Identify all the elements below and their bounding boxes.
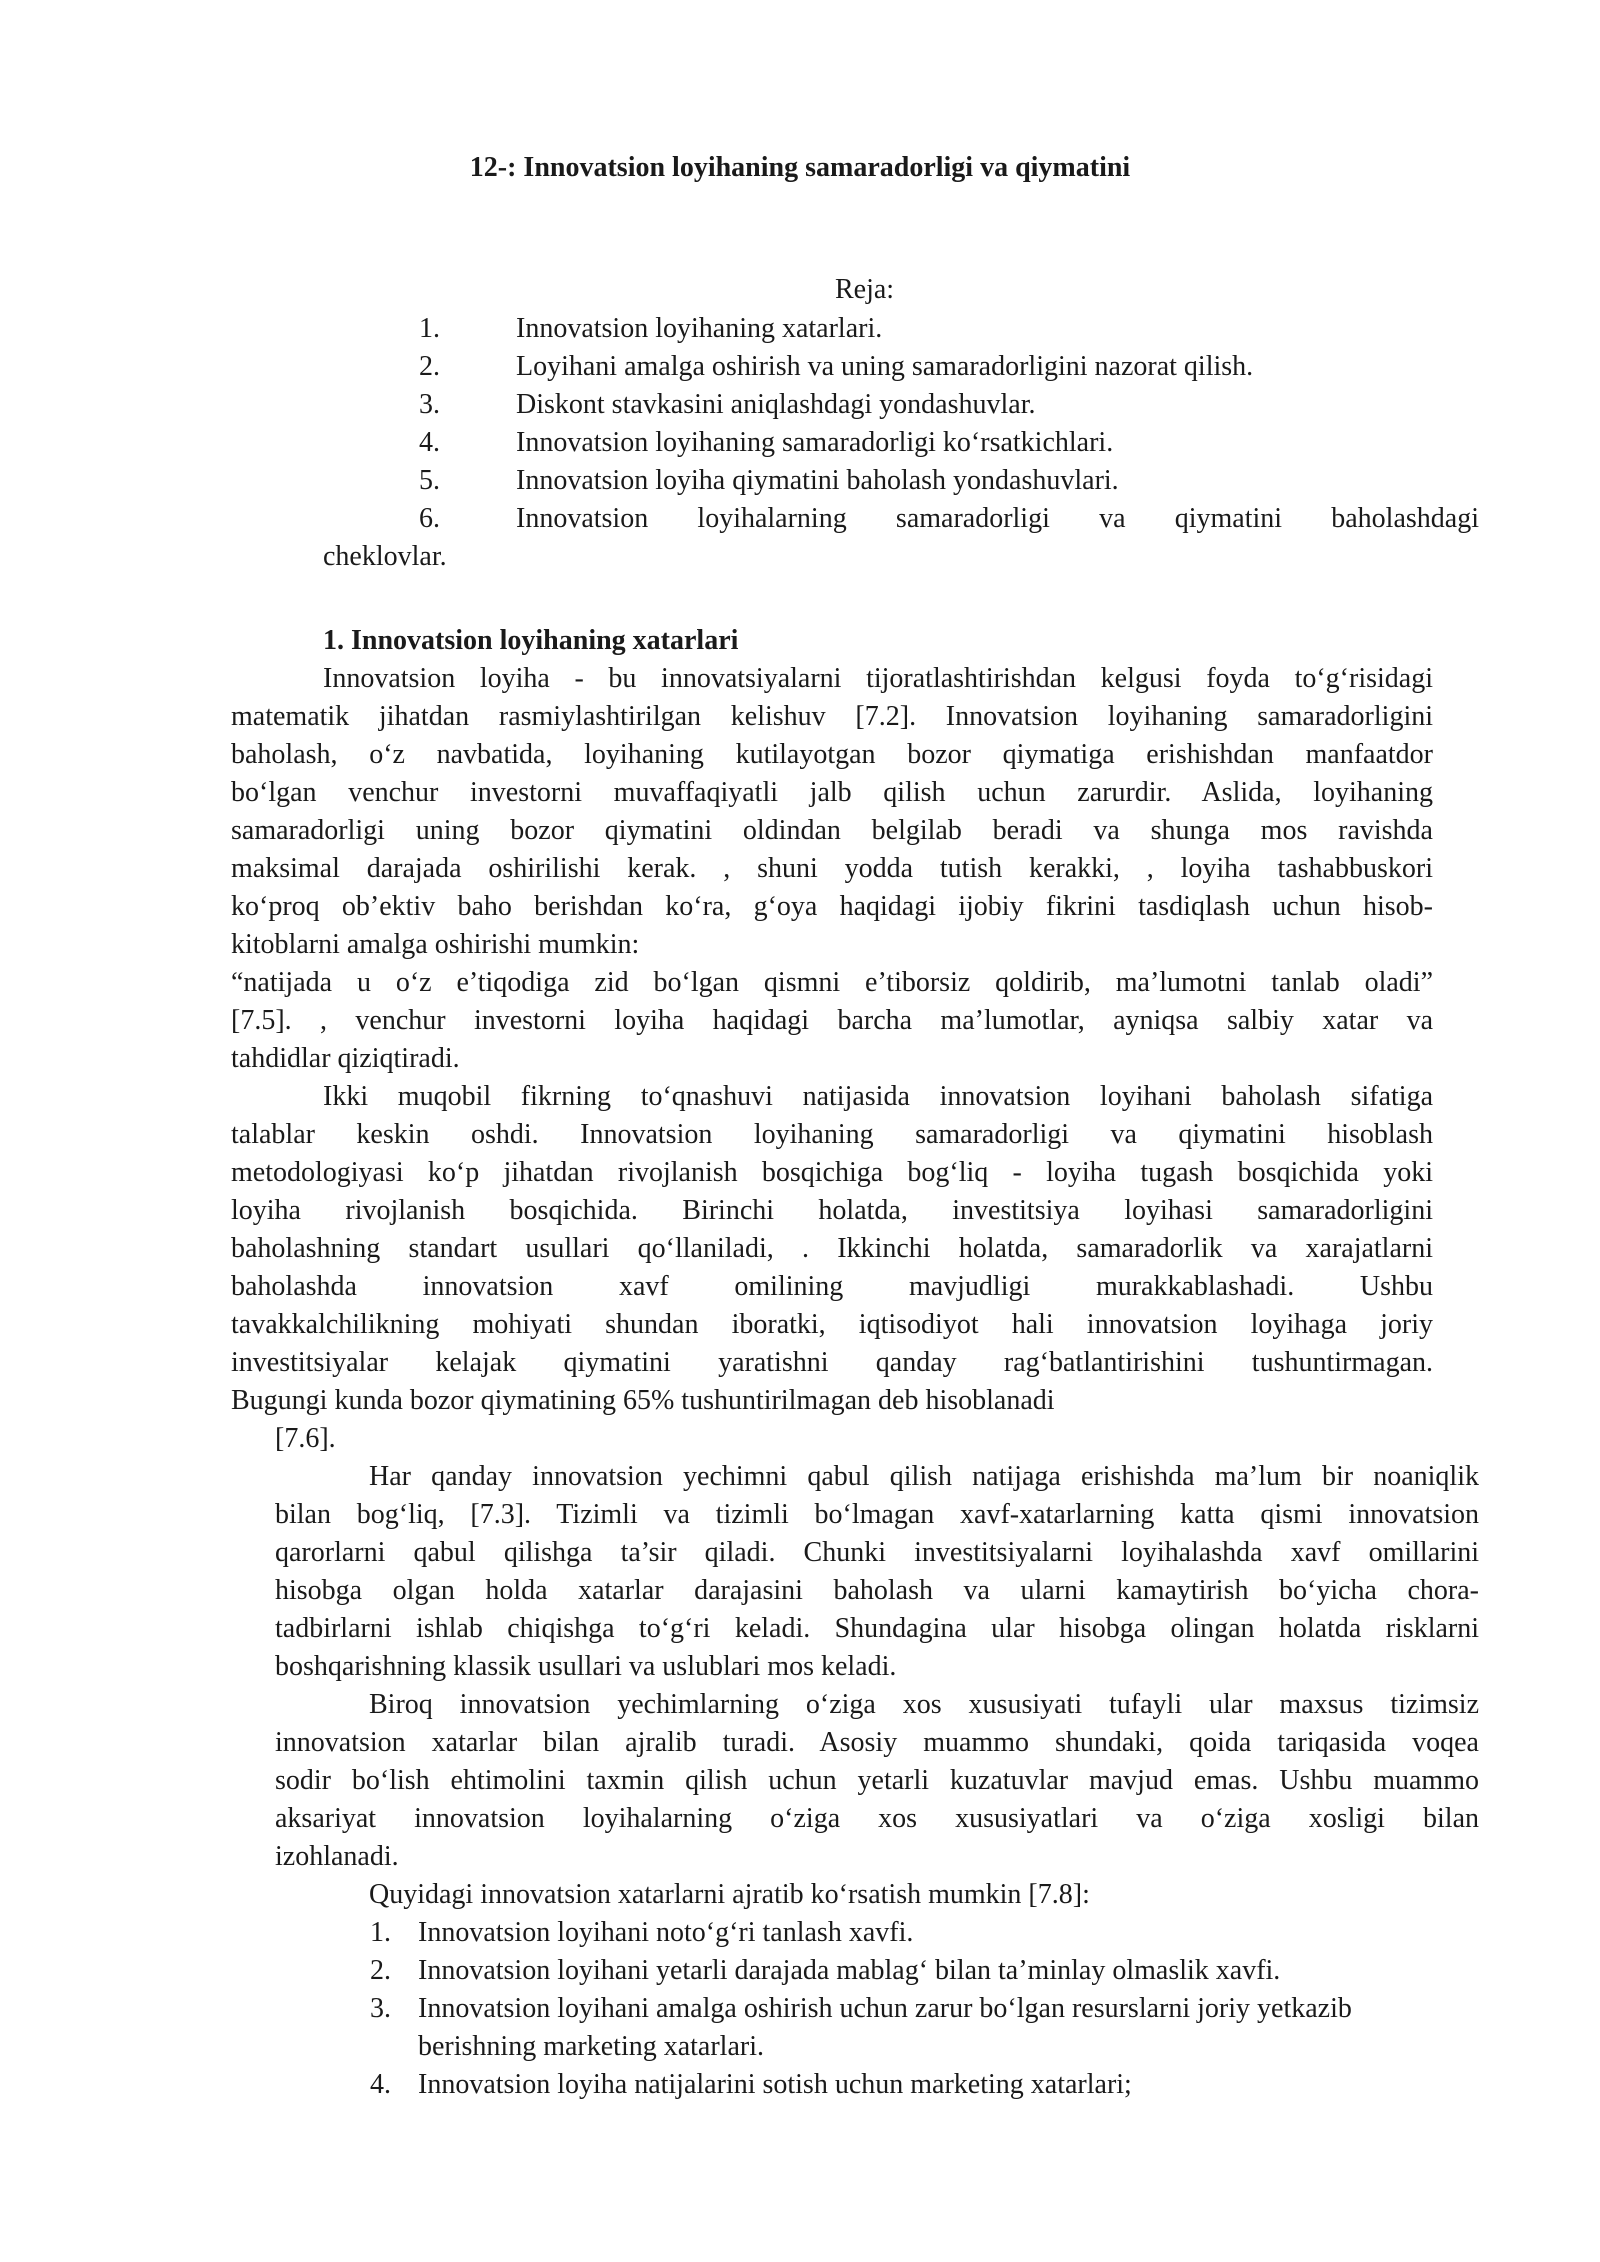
list-item (370, 2066, 1510, 2104)
plan-item-text: Innovatsion loyihaning samaradorligi ko‘rsatkichlari. (516, 427, 1114, 458)
text-line: baholash, o‘z navbatida, loyihaning kutilayotgan bozor qiymatiga erishishdan manfaatdor (231, 739, 1433, 770)
list-item-text-continuation: berishning marketing xatarlari. (418, 2031, 764, 2062)
text-line: tavakkalchilikning mohiyati shundan iboratki, iqtisodiyot hali innovatsion loyihaga joriy (231, 1309, 1433, 1340)
plan-item (323, 310, 1479, 348)
plan-item-number: 1. (419, 313, 440, 344)
paragraph-1 (231, 660, 1433, 1078)
text-line: Quyidagi innovatsion xatarlarni ajratib ko‘rsatish mumkin [7.8]: (369, 1879, 1090, 1910)
text-line: kitoblarni amalga oshirishi mumkin: (231, 929, 640, 960)
plan-item-number: 3. (419, 389, 440, 420)
plan-item-number: 2. (419, 351, 440, 382)
text-line: tahdidlar qiziqtiradi. (231, 1043, 460, 1074)
list-item-number: 1. (370, 1917, 391, 1948)
plan-item-text: Innovatsion loyihalarning samaradorligi va qiymatini baholashdagi (516, 503, 1479, 534)
list-item-number: 2. (370, 1955, 391, 1986)
list-item (370, 1914, 1510, 1952)
text-line: Bugungi kunda bozor qiymatining 65% tushuntirilmagan deb hisoblanadi (231, 1385, 1055, 1416)
text-line: tadbirlarni ishlab chiqishga to‘g‘ri keladi. Shundagina ular hisobga olingan holatda risklarni (275, 1613, 1479, 1644)
plan-item-continuation: cheklovlar. (323, 541, 447, 572)
text-line: hisobga olgan holda xatarlar darajasini baholash va ularni kamaytirish bo‘yicha chora- (275, 1575, 1479, 1606)
section-heading: 1. Innovatsion loyihaning xatarlari (323, 625, 739, 656)
list-item (370, 1952, 1510, 1990)
text-line: bo‘lgan venchur investorni muvaffaqiyatli jalb qilish uchun zarurdir. Aslida, loyihaning (231, 777, 1433, 808)
text-line: metodologiyasi ko‘p jihatdan rivojlanish bosqichiga bog‘liq - loyiha tugash bosqichida yoki (231, 1157, 1433, 1188)
text-line: “natijada u o‘z e’tiqodiga zid bo‘lgan qismni e’tiborsiz qoldirib, ma’lumotni tanlab oladi” (231, 967, 1433, 998)
text-line: ko‘proq ob’ektiv baho berishdan ko‘ra, g‘oya haqidagi ijobiy fikrini tasdiqlash uchun hisob- (231, 891, 1433, 922)
list-item (370, 1990, 1510, 2066)
plan-item-text: Diskont stavkasini aniqlashdagi yondashuvlar. (516, 389, 1036, 420)
text-line: bilan bog‘liq, [7.3]. Tizimli va tizimli bo‘lmagan xavf-xatarlarning katta qismi innovatsion (275, 1499, 1479, 1530)
plan-item-text: Loyihani amalga oshirish va uning samaradorligini nazorat qilish. (516, 351, 1254, 382)
plan-item (323, 348, 1479, 386)
paragraph-2 (231, 1078, 1433, 1458)
page-title: 12-: Innovatsion loyihaning samaradorligi va qiymatini (469, 152, 1131, 183)
text-line: qarorlarni qabul qilishga ta’sir qiladi. Chunki investitsiyalarni loyihalashda xavf omillarini (275, 1537, 1479, 1568)
list-item-number: 3. (370, 1993, 391, 2024)
text-line: Ikki muqobil fikrning to‘qnashuvi natijasida innovatsion loyihani baholash sifatiga (323, 1081, 1433, 1112)
list-item-number: 4. (370, 2069, 391, 2100)
text-line: matematik jihatdan rasmiylashtirilgan kelishuv [7.2]. Innovatsion loyihaning samaradorligini (231, 701, 1433, 732)
paragraph-5 (369, 1876, 1479, 1914)
text-line: baholashda innovatsion xavf omilining mavjudligi murakkablashadi. Ushbu (231, 1271, 1433, 1302)
text-line: talablar keskin oshdi. Innovatsion loyihaning samaradorligi va qiymatini hisoblash (231, 1119, 1433, 1150)
risk-list (370, 1914, 1510, 2104)
reference: [7.6]. (275, 1423, 336, 1454)
plan-item (323, 424, 1479, 462)
text-line: Innovatsion loyiha - bu innovatsiyalarni tijoratlashtirishdan kelgusi foyda to‘g‘risidagi (323, 663, 1433, 694)
plan-list (323, 310, 1479, 576)
text-line: innovatsion xatarlar bilan ajralib turadi. Asosiy muammo shundaki, qoida tariqasida voqea (275, 1727, 1479, 1758)
text-line: boshqarishning klassik usullari va uslublari mos keladi. (275, 1651, 897, 1682)
plan-item-text: Innovatsion loyihaning xatarlari. (516, 313, 883, 344)
plan-item-number: 6. (419, 503, 440, 534)
plan-item-number: 5. (419, 465, 440, 496)
plan-item (323, 386, 1479, 424)
text-line: izohlanadi. (275, 1841, 399, 1872)
plan-item (323, 462, 1479, 500)
text-line: loyiha rivojlanish bosqichida. Birinchi holatda, investitsiya loyihasi samaradorligini (231, 1195, 1433, 1226)
text-line: Biroq innovatsion yechimlarning o‘ziga xos xususiyati tufayli ular maxsus tizimsiz (369, 1689, 1479, 1720)
list-item-text: Innovatsion loyiha natijalarini sotish uchun marketing xatarlari; (418, 2069, 1132, 2100)
plan-item (323, 500, 1479, 538)
text-line: maksimal darajada oshirilishi kerak. , shuni yodda tutish kerakki, , loyiha tashabbuskori (231, 853, 1433, 884)
text-line: sodir bo‘lish ehtimolini taxmin qilish uchun yetarli kuzatuvlar mavjud emas. Ushbu muammo (275, 1765, 1479, 1796)
list-item-text: Innovatsion loyihani yetarli darajada mablag‘ bilan ta’minlay olmaslik xavfi. (418, 1955, 1281, 1986)
paragraph-4 (275, 1686, 1479, 1876)
text-line: aksariyat innovatsion loyihalarning o‘ziga xos xususiyatlari va o‘ziga xosligi bilan (275, 1803, 1479, 1834)
text-line: [7.5]. , venchur investorni loyiha haqidagi barcha ma’lumotlar, ayniqsa salbiy xatar va (231, 1005, 1433, 1036)
text-line: investitsiyalar kelajak qiymatini yaratishni qanday rag‘batlantirishini tushuntirmagan. (231, 1347, 1433, 1378)
plan-item-number: 4. (419, 427, 440, 458)
plan-heading: Reja: (835, 274, 895, 305)
paragraph-3 (275, 1458, 1479, 1686)
plan-item-text: Innovatsion loyiha qiymatini baholash yondashuvlari. (516, 465, 1119, 496)
text-line: Har qanday innovatsion yechimni qabul qilish natijaga erishishda ma’lum bir noaniqlik (369, 1461, 1479, 1492)
list-item-text: Innovatsion loyihani amalga oshirish uchun zarur bo‘lgan resurslarni joriy yetkazib (418, 1993, 1352, 2024)
text-line: baholashning standart usullari qo‘llaniladi, . Ikkinchi holatda, samaradorlik va xarajatlarni (231, 1233, 1433, 1264)
text-line: samaradorligi uning bozor qiymatini oldindan belgilab beradi va shunga mos ravishda (231, 815, 1433, 846)
list-item-text: Innovatsion loyihani noto‘g‘ri tanlash xavfi. (418, 1917, 914, 1948)
